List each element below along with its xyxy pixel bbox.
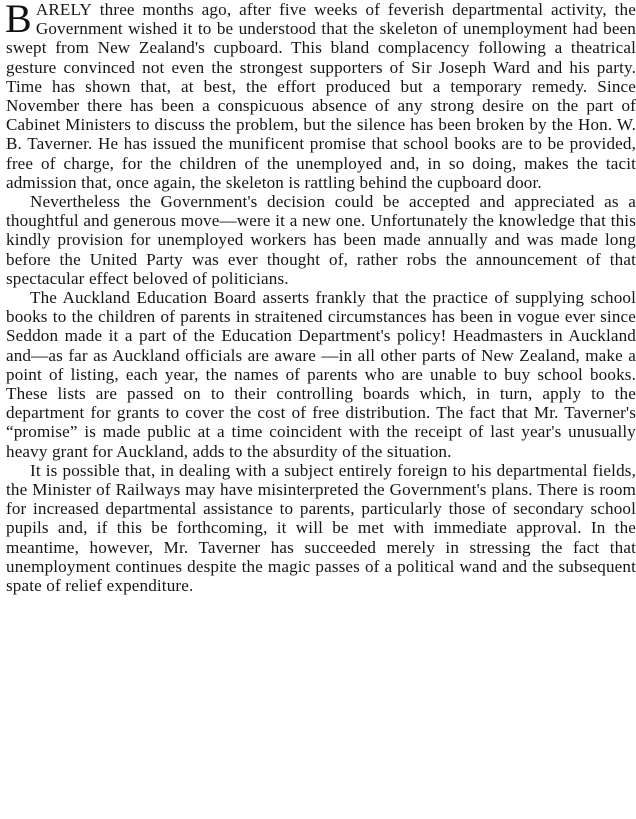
paragraph-2: Nevertheless the Government's decision could be accepted and appreciated as a thoughtful and generous move—were it a new one. Unfortunately the knowledge that this kindly provision for unemployed workers has been made annually and was made long before the United Party was ever thought of, rather robs the announcement of that spectacular effect beloved of politicians. xyxy=(6,192,636,288)
paragraph-1 xyxy=(6,0,636,192)
paragraph-3: The Auckland Education Board asserts frankly that the practice of supplying school books to the children of parents in straitened circumstances has been in vogue ever since Seddon made it a part of the Education Department's policy! Headmasters in Auckland and—as far as Auckland officials are aware —in all other parts of New Zealand, make a point of listing, each year, the names of parents who are unable to buy school books. These lists are passed on to their controlling boards which, in turn, apply to the department for grants to cover the cost of free distribution. The fact that Mr. Taverner's “promise” is made public at a time coincident with the receipt of last year's unusually heavy grant for Auckland, adds to the absurdity of the situation. xyxy=(6,288,636,461)
drop-cap: B xyxy=(5,0,32,41)
newspaper-article xyxy=(6,0,636,595)
paragraph-1-text: three months ago, after five weeks of feverish departmental activity, the Government wished it to be understood that the skeleton of unemployment had been swept from New Zealand's cupboard. This bland complacency following a theatrical gesture convinced not even the strongest supporters of Sir Joseph Ward and his party. Time has shown that, at best, the effort produced but a temporary remedy. Since November there has been a conspicuous absence of any strong desire on the part of Cabinet Ministers to discuss the problem, but the silence has been broken by the Hon. W. B. Taverner. He has issued the munificent promise that school books are to be provided, free of charge, for the children of the unemployed and, in so doing, makes the tacit admission that, once again, the skeleton is rattling behind the cupboard door. xyxy=(6,0,636,192)
lead-word: ARELY xyxy=(35,0,92,19)
paragraph-4: It is possible that, in dealing with a subject entirely foreign to his departmental fields, the Minister of Railways may have misinterpreted the Government's plans. There is room for increased departmental assistance to parents, particularly those of secondary school pupils and, if this be forthcoming, it will be met with immediate approval. In the meantime, however, Mr. Taverner has succeeded merely in stressing the fact that unemployment continues despite the magic passes of a political wand and the subsequent spate of relief expenditure. xyxy=(6,460,636,596)
